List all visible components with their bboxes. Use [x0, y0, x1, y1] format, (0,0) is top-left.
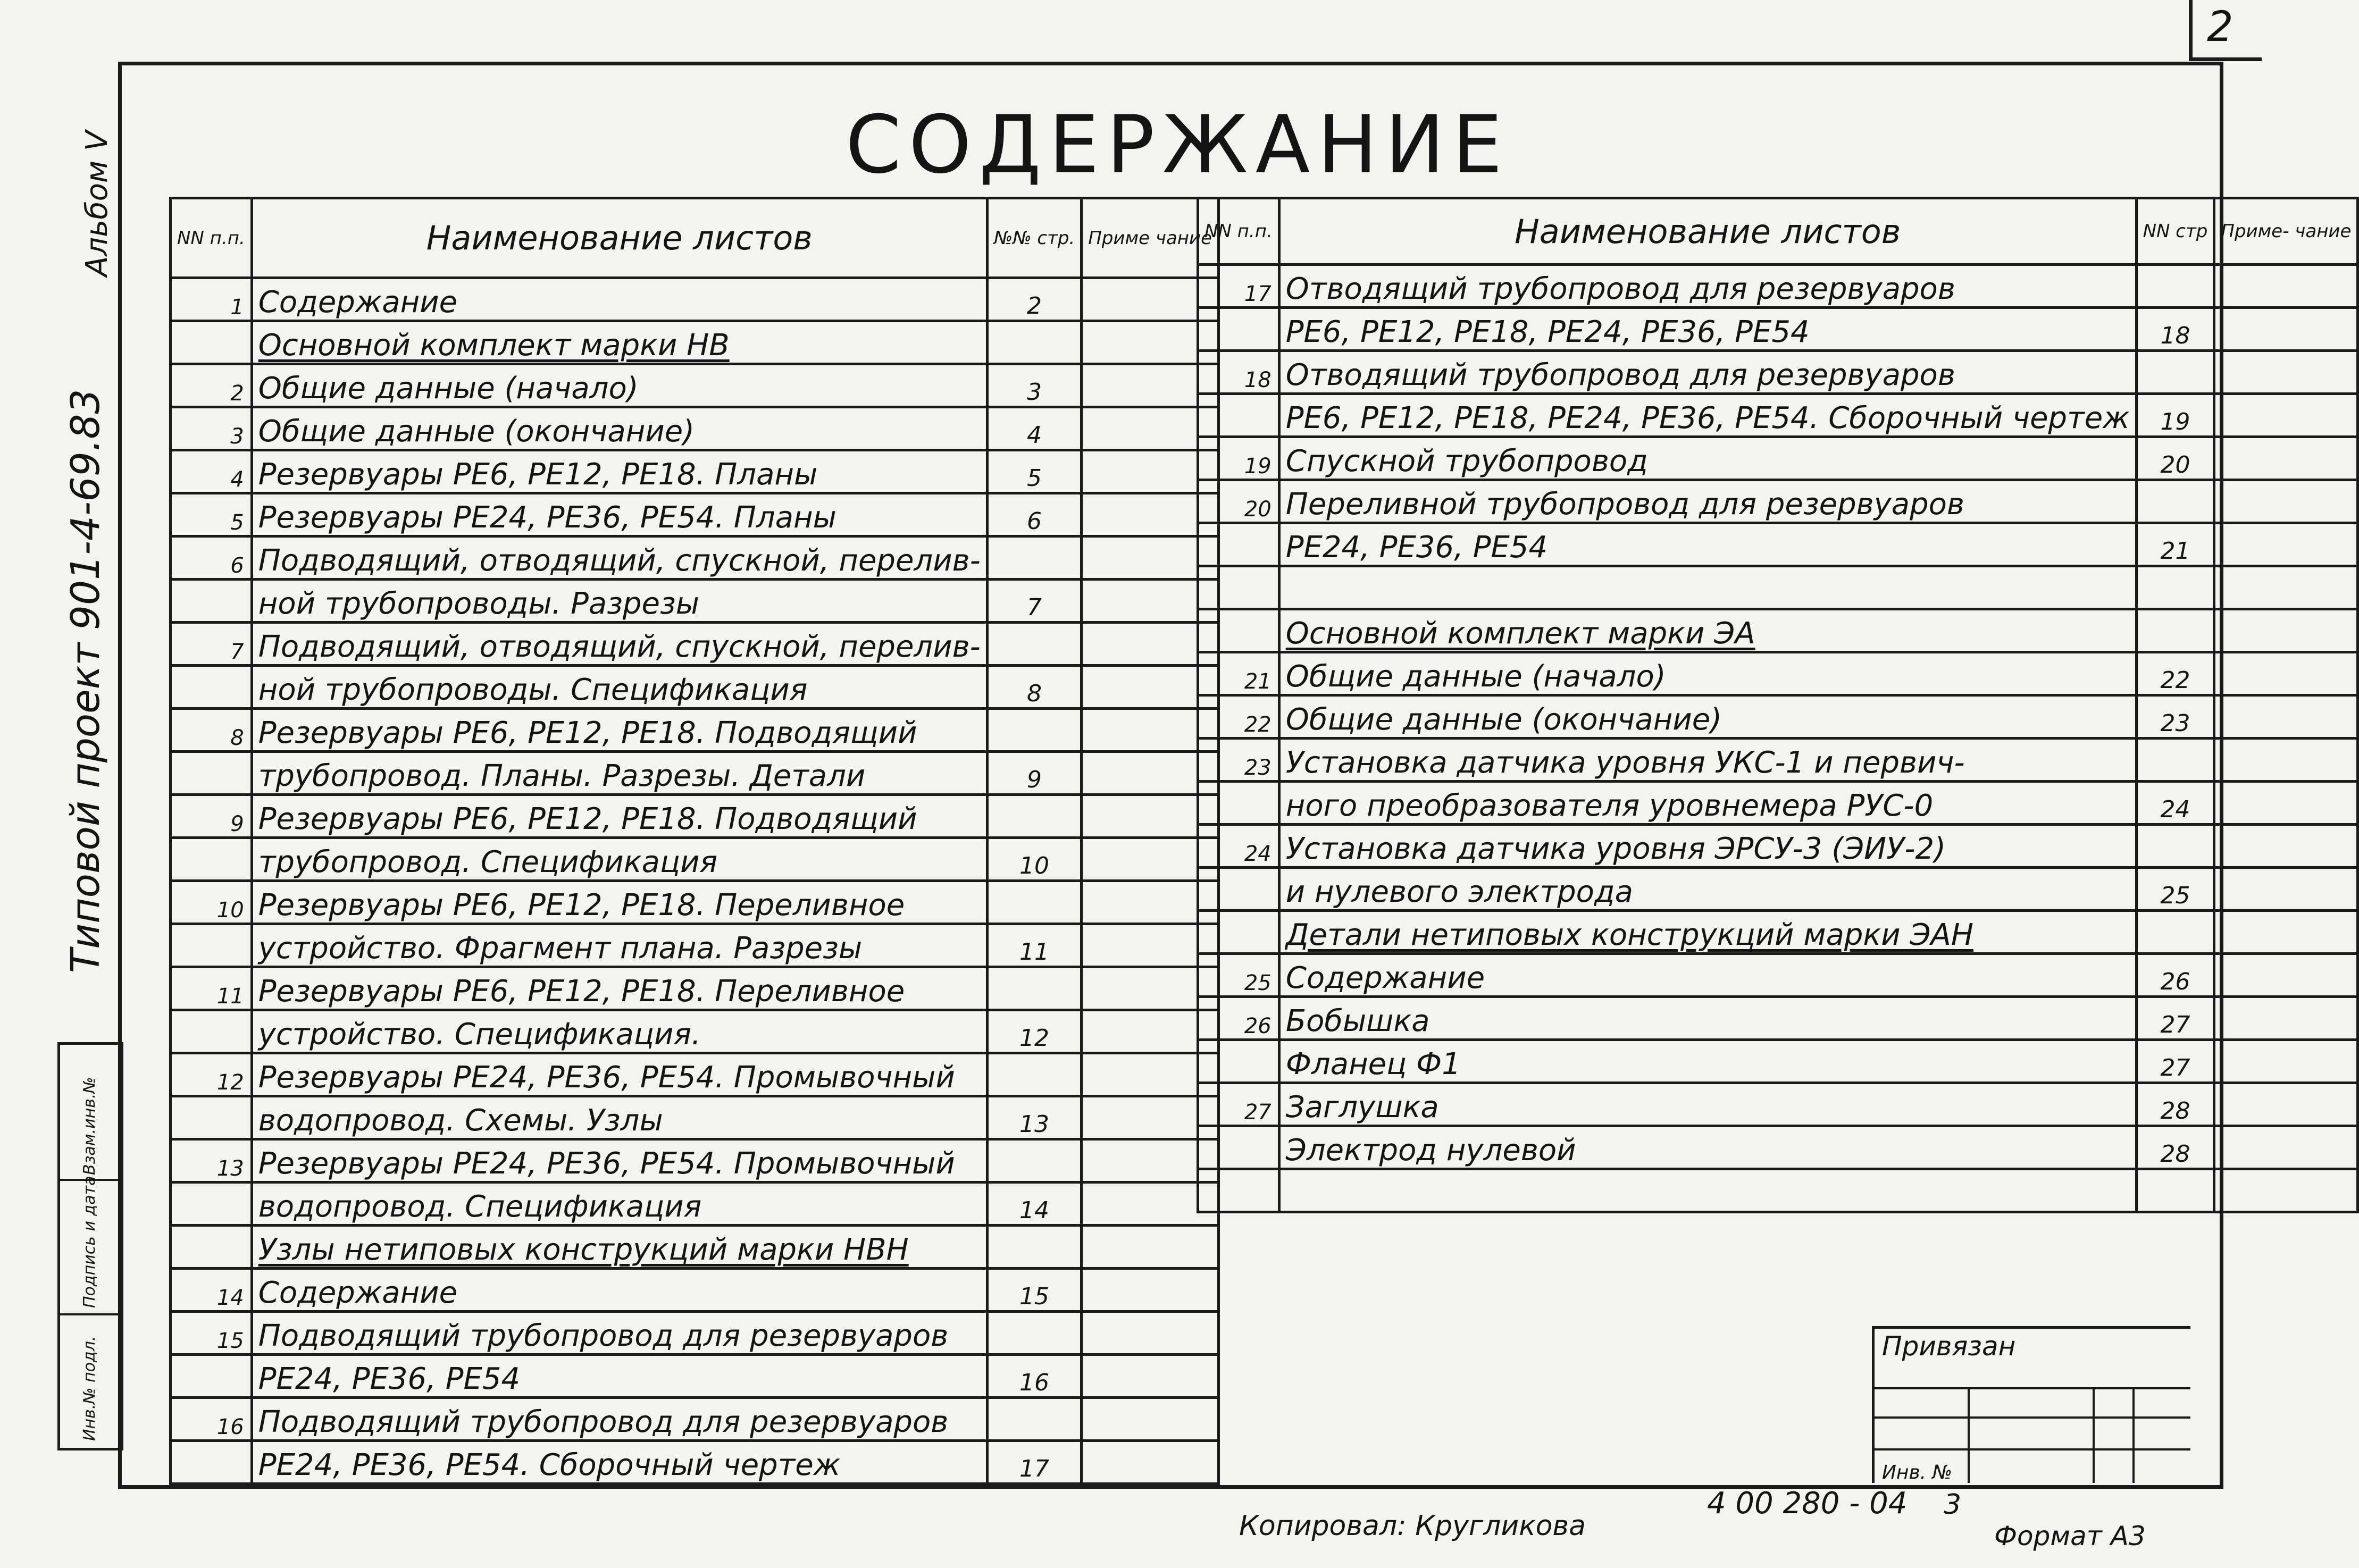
row-number: 16	[171, 1398, 252, 1441]
table-row	[171, 1226, 1219, 1269]
sheet-number: 20	[2136, 437, 2214, 480]
table-row	[1198, 437, 2358, 480]
sheet-name: ного преобразователя уровнемера РУС-0	[1279, 782, 2136, 825]
sheet-number: 18	[2136, 308, 2214, 351]
privyazan-col	[1968, 1387, 1970, 1483]
note-cell	[2214, 782, 2358, 825]
copied-by: Копировал: Кругликова	[1239, 1510, 1586, 1542]
row-number	[1198, 911, 1279, 954]
sheet-number	[987, 881, 1081, 924]
contents-table-left	[169, 197, 1220, 1485]
sheet-number: 21	[2136, 523, 2214, 566]
table-row	[171, 450, 1219, 493]
row-number: 3	[171, 407, 252, 450]
section-heading: Детали нетиповых конструкций марки ЭАН	[1279, 911, 2136, 954]
sheet-name: Установка датчика уровня ЭРСУ-3 (ЭИУ-2)	[1279, 825, 2136, 868]
table-row	[171, 967, 1219, 1010]
table-row	[1198, 997, 2358, 1040]
sheet-name: Резервуары РЕ6, РЕ12, РЕ18. Подводящий	[252, 795, 987, 838]
table-row	[1198, 652, 2358, 695]
sheet-name: трубопровод. Планы. Разрезы. Детали	[252, 752, 987, 795]
table-row	[171, 364, 1219, 407]
sheet-number	[987, 1139, 1081, 1183]
sheet-number: 3	[987, 364, 1081, 407]
sheet-number	[2136, 1169, 2214, 1212]
sheet-number: 17	[987, 1441, 1081, 1484]
row-number: 12	[171, 1053, 252, 1096]
row-number	[171, 1183, 252, 1226]
row-number	[171, 1226, 252, 1269]
sheet-number: 5	[987, 450, 1081, 493]
privyazan-line	[1875, 1416, 2190, 1419]
sheet-name: РЕ24, РЕ36, РЕ54	[252, 1355, 987, 1398]
note-cell	[1082, 1398, 1219, 1441]
row-number	[1198, 523, 1279, 566]
table-row	[171, 881, 1219, 924]
sheet-name: Содержание	[252, 1269, 987, 1312]
table-row	[171, 1269, 1219, 1312]
sheet-number	[987, 795, 1081, 838]
stamp-label-signature: Подпись и дата	[80, 1176, 99, 1308]
contents-table-right	[1197, 197, 2359, 1213]
table-row	[171, 1441, 1219, 1484]
table-row	[171, 536, 1219, 580]
note-cell	[2214, 1083, 2358, 1126]
header-name: Наименование листов	[1279, 198, 2136, 265]
sheet-number	[2136, 351, 2214, 394]
row-number	[1198, 1040, 1279, 1083]
sheet-name: Общие данные (окончание)	[1279, 695, 2136, 739]
note-cell	[2214, 394, 2358, 437]
privyazan-line	[1875, 1387, 2190, 1389]
sheet-number	[987, 709, 1081, 752]
table-row	[1198, 695, 2358, 739]
table-row	[171, 666, 1219, 709]
table-row	[171, 1010, 1219, 1053]
sheet-number: 16	[987, 1355, 1081, 1398]
document-code: 4 00 280 - 04	[1707, 1486, 1908, 1521]
table-row	[1198, 566, 2358, 609]
row-number	[171, 1355, 252, 1398]
sheet-number: 13	[987, 1096, 1081, 1139]
sheet-number	[2136, 609, 2214, 652]
table-row	[1198, 1169, 2358, 1212]
row-number: 26	[1198, 997, 1279, 1040]
sheet-number: 27	[2136, 1040, 2214, 1083]
row-number: 2	[171, 364, 252, 407]
sheet-number	[987, 1053, 1081, 1096]
table-row	[1198, 1083, 2358, 1126]
stamp-divider	[60, 1313, 121, 1315]
note-cell	[2214, 1126, 2358, 1169]
row-number: 10	[171, 881, 252, 924]
note-cell	[2214, 523, 2358, 566]
sheet-number: 3	[1944, 1489, 1962, 1521]
page-title: СОДЕРЖАНИЕ	[846, 99, 1510, 191]
sheet-name: Установка датчика уровня УКС-1 и первич-	[1279, 739, 2136, 782]
row-number: 14	[171, 1269, 252, 1312]
sheet-name: РЕ24, РЕ36, РЕ54. Сборочный чертеж	[252, 1441, 987, 1484]
row-number: 11	[171, 967, 252, 1010]
table-row	[171, 1355, 1219, 1398]
sheet-number: 28	[2136, 1083, 2214, 1126]
row-number	[171, 666, 252, 709]
sheet-number	[2136, 480, 2214, 523]
row-number: 23	[1198, 739, 1279, 782]
header-note: Приме чание	[1082, 198, 1219, 278]
table-row	[171, 1096, 1219, 1139]
album-label: Альбом V	[80, 130, 114, 276]
table-row	[171, 1139, 1219, 1183]
table-row	[1198, 265, 2358, 308]
table-row	[171, 1183, 1219, 1226]
header-num: NN п.п.	[171, 198, 252, 278]
sheet-number: 14	[987, 1183, 1081, 1226]
note-cell	[2214, 1169, 2358, 1212]
sheet-name: Подводящий, отводящий, спускной, перелив-	[252, 623, 987, 666]
row-number: 7	[171, 623, 252, 666]
sheet-name: Отводящий трубопровод для резервуаров	[1279, 351, 2136, 394]
sheet-number: 19	[2136, 394, 2214, 437]
header-name: Наименование листов	[252, 198, 987, 278]
sheet-number: 2	[987, 278, 1081, 321]
note-cell	[2214, 868, 2358, 911]
note-cell	[2214, 265, 2358, 308]
sheet-number: 27	[2136, 997, 2214, 1040]
note-cell	[2214, 566, 2358, 609]
note-cell	[1082, 1226, 1219, 1269]
header-note: Приме- чание	[2214, 198, 2358, 265]
sheet-name: и нулевого электрода	[1279, 868, 2136, 911]
table-row	[171, 580, 1219, 623]
row-number	[171, 580, 252, 623]
sheet-name: РЕ24, РЕ36, РЕ54	[1279, 523, 2136, 566]
sheet-number	[2136, 825, 2214, 868]
table-row	[1198, 954, 2358, 997]
table-row	[171, 278, 1219, 321]
note-cell	[2214, 609, 2358, 652]
sheet-number	[987, 623, 1081, 666]
privyazan-inv: Инв. №	[1882, 1462, 1953, 1483]
sheet-name: Отводящий трубопровод для резервуаров	[1279, 265, 2136, 308]
sheet-number: 10	[987, 838, 1081, 881]
sheet-name: устройство. Фрагмент плана. Разрезы	[252, 924, 987, 967]
sheet-number: 23	[2136, 695, 2214, 739]
privyazan-label: Привязан	[1882, 1331, 2016, 1362]
note-cell	[1082, 1269, 1219, 1312]
table-row	[1198, 1126, 2358, 1169]
sheet-number	[987, 1312, 1081, 1355]
sheet-name: Резервуары РЕ24, РЕ36, РЕ54. Планы	[252, 493, 987, 536]
table-row	[171, 709, 1219, 752]
sheet-number: 12	[987, 1010, 1081, 1053]
sheet-number	[987, 321, 1081, 364]
table-row	[171, 1312, 1219, 1355]
sheet-name	[1279, 1169, 2136, 1212]
row-number: 17	[1198, 265, 1279, 308]
sheet-name: Резервуары РЕ6, РЕ12, РЕ18. Подводящий	[252, 709, 987, 752]
table-row	[1198, 609, 2358, 652]
sheet-name: Спускной трубопровод	[1279, 437, 2136, 480]
row-number: 5	[171, 493, 252, 536]
row-number	[1198, 308, 1279, 351]
row-number: 22	[1198, 695, 1279, 739]
note-cell	[2214, 351, 2358, 394]
row-number: 20	[1198, 480, 1279, 523]
sheet-number	[2136, 739, 2214, 782]
sheet-number	[987, 1398, 1081, 1441]
row-number	[171, 838, 252, 881]
row-number	[1198, 566, 1279, 609]
table-row	[1198, 308, 2358, 351]
row-number	[1198, 609, 1279, 652]
table-row	[171, 1053, 1219, 1096]
privyazan-line	[1875, 1448, 2190, 1450]
row-number: 9	[171, 795, 252, 838]
row-number: 21	[1198, 652, 1279, 695]
row-number: 18	[1198, 351, 1279, 394]
sheet-number	[987, 1226, 1081, 1269]
sheet-number: 7	[987, 580, 1081, 623]
note-cell	[2214, 652, 2358, 695]
row-number	[1198, 1169, 1279, 1212]
stamp-label-inv-podl: Инв.№ подл.	[80, 1336, 99, 1441]
sheet-number	[2136, 265, 2214, 308]
note-cell	[1082, 1355, 1219, 1398]
side-stamp	[57, 1042, 123, 1450]
table-row	[171, 838, 1219, 881]
row-number: 15	[171, 1312, 252, 1355]
sheet-number	[2136, 566, 2214, 609]
note-cell	[1082, 1441, 1219, 1484]
sheet-number: 24	[2136, 782, 2214, 825]
sheet-number: 4	[987, 407, 1081, 450]
row-number: 27	[1198, 1083, 1279, 1126]
row-number: 1	[171, 278, 252, 321]
row-number: 19	[1198, 437, 1279, 480]
sheet-name	[1279, 566, 2136, 609]
sheet-name: Резервуары РЕ6, РЕ12, РЕ18. Переливное	[252, 967, 987, 1010]
table-row	[1198, 394, 2358, 437]
sheet-name: Общие данные (начало)	[252, 364, 987, 407]
table-row	[171, 1398, 1219, 1441]
table-row	[171, 407, 1219, 450]
row-number	[171, 1441, 252, 1484]
sheet-number: 15	[987, 1269, 1081, 1312]
section-heading: Основной комплект марки ЭА	[1279, 609, 2136, 652]
sheet-name: Резервуары РЕ24, РЕ36, РЕ54. Промывочный	[252, 1139, 987, 1183]
sheet-name: Резервуары РЕ24, РЕ36, РЕ54. Промывочный	[252, 1053, 987, 1096]
privyazan-block	[1872, 1326, 2190, 1483]
section-heading: Узлы нетиповых конструкций марки НВН	[252, 1226, 987, 1269]
note-cell	[2214, 997, 2358, 1040]
table-row	[171, 924, 1219, 967]
sheet-number: 6	[987, 493, 1081, 536]
sheet-number: 9	[987, 752, 1081, 795]
sheet-name: Общие данные (начало)	[1279, 652, 2136, 695]
sheet-number: 8	[987, 666, 1081, 709]
header-num: NN п.п.	[1198, 198, 1279, 265]
header-sheet: №№ стр.	[987, 198, 1081, 278]
sheet-name: трубопровод. Спецификация	[252, 838, 987, 881]
sheet-name: ной трубопроводы. Спецификация	[252, 666, 987, 709]
sheet-name: ной трубопроводы. Разрезы	[252, 580, 987, 623]
row-number: 13	[171, 1139, 252, 1183]
sheet-name: Резервуары РЕ6, РЕ12, РЕ18. Планы	[252, 450, 987, 493]
sheet-number: 26	[2136, 954, 2214, 997]
row-number: 4	[171, 450, 252, 493]
row-number	[171, 752, 252, 795]
sheet-number: 22	[2136, 652, 2214, 695]
sheet-name: Общие данные (окончание)	[252, 407, 987, 450]
row-number	[171, 924, 252, 967]
note-cell	[2214, 954, 2358, 997]
table-row	[171, 795, 1219, 838]
format-label: Формат А3	[1994, 1521, 2146, 1552]
sheet-name: Бобышка	[1279, 997, 2136, 1040]
row-number	[171, 1010, 252, 1053]
note-cell	[2214, 739, 2358, 782]
table-row	[1198, 739, 2358, 782]
table-row	[1198, 1040, 2358, 1083]
sheet-number	[987, 536, 1081, 580]
row-number	[1198, 782, 1279, 825]
section-heading: Основной комплект марки НВ	[252, 321, 987, 364]
row-number: 8	[171, 709, 252, 752]
sheet-name: Содержание	[1279, 954, 2136, 997]
sheet-number: 25	[2136, 868, 2214, 911]
sheet-number: 28	[2136, 1126, 2214, 1169]
note-cell	[2214, 437, 2358, 480]
note-cell	[2214, 825, 2358, 868]
sheet-name: водопровод. Спецификация	[252, 1183, 987, 1226]
project-label: Типовой проект 901-4-69.83	[63, 389, 108, 973]
table-row	[171, 493, 1219, 536]
privyazan-col	[2132, 1387, 2135, 1483]
sheet-name: Подводящий, отводящий, спускной, перелив-	[252, 536, 987, 580]
sheet-name: Заглушка	[1279, 1083, 2136, 1126]
row-number	[1198, 1126, 1279, 1169]
table-row	[171, 752, 1219, 795]
note-cell	[2214, 695, 2358, 739]
sheet-name: Содержание	[252, 278, 987, 321]
table-row	[1198, 825, 2358, 868]
note-cell	[2214, 911, 2358, 954]
row-number: 6	[171, 536, 252, 580]
row-number	[1198, 868, 1279, 911]
table-row	[1198, 868, 2358, 911]
note-cell	[1082, 1312, 1219, 1355]
table-row	[1198, 351, 2358, 394]
sheet-number	[2136, 911, 2214, 954]
privyazan-col	[2093, 1387, 2095, 1483]
sheet-name: Переливной трубопровод для резервуаров	[1279, 480, 2136, 523]
row-number: 24	[1198, 825, 1279, 868]
row-number	[1198, 394, 1279, 437]
header-sheet: NN стр	[2136, 198, 2214, 265]
table-row	[1198, 523, 2358, 566]
table-row	[1198, 480, 2358, 523]
sheet-name: Подводящий трубопровод для резервуаров	[252, 1312, 987, 1355]
sheet-name: Резервуары РЕ6, РЕ12, РЕ18. Переливное	[252, 881, 987, 924]
sheet-name: Подводящий трубопровод для резервуаров	[252, 1398, 987, 1441]
sheet-number	[987, 967, 1081, 1010]
page-number: 2	[2207, 3, 2233, 51]
sheet-name: устройство. Спецификация.	[252, 1010, 987, 1053]
sheet-name: РЕ6, РЕ12, РЕ18, РЕ24, РЕ36, РЕ54	[1279, 308, 2136, 351]
stamp-label-vzam-inv: Взам.инв.№	[80, 1077, 99, 1175]
note-cell	[2214, 308, 2358, 351]
table-row	[171, 321, 1219, 364]
row-number	[171, 321, 252, 364]
table-row	[171, 623, 1219, 666]
sheet-number: 11	[987, 924, 1081, 967]
row-number: 25	[1198, 954, 1279, 997]
note-cell	[2214, 480, 2358, 523]
sheet-name: Фланец Ф1	[1279, 1040, 2136, 1083]
row-number	[171, 1096, 252, 1139]
table-row	[1198, 782, 2358, 825]
sheet-name: Электрод нулевой	[1279, 1126, 2136, 1169]
sheet-name: водопровод. Схемы. Узлы	[252, 1096, 987, 1139]
note-cell	[2214, 1040, 2358, 1083]
table-row	[1198, 911, 2358, 954]
sheet-name: РЕ6, РЕ12, РЕ18, РЕ24, РЕ36, РЕ54. Сборочный чертеж	[1279, 394, 2136, 437]
